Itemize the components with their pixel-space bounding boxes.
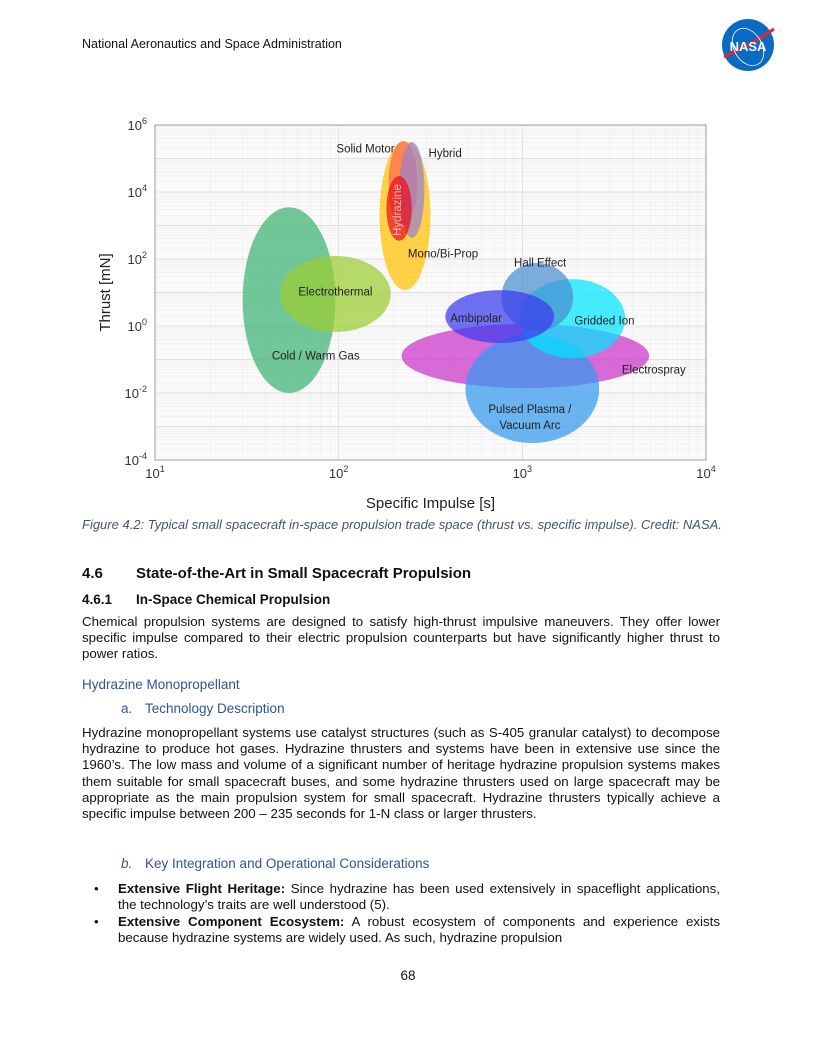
topic-heading: Hydrazine Monopropellant xyxy=(82,677,240,692)
propulsion-trade-space-chart xyxy=(90,110,720,520)
bullet-item xyxy=(94,881,721,913)
region-label xyxy=(622,365,686,377)
region-label xyxy=(408,249,478,261)
bullet-text: Since hydrazine has been used extensively in spaceflight applications, the technology’s traits are well understood (5). xyxy=(118,881,721,913)
x-axis-label: Specific Impulse [s] xyxy=(365,495,496,512)
region-label xyxy=(514,257,567,269)
region-label-line: Hybrid xyxy=(428,148,462,161)
item-b-heading xyxy=(121,856,429,871)
region-label-line: Ambipolar xyxy=(450,313,502,326)
region-label xyxy=(429,148,462,160)
item-a-heading xyxy=(121,701,285,716)
item-b-title: Key Integration and Operational Considerations xyxy=(145,856,430,871)
y-tick-label xyxy=(125,384,147,401)
region-label-line: Cold / Warm Gas xyxy=(271,350,360,363)
page-number: 68 xyxy=(400,968,416,983)
tick-exponent: 0 xyxy=(141,317,147,327)
x-tick-label xyxy=(513,464,532,481)
region-label xyxy=(272,351,360,363)
y-tick-label xyxy=(128,183,147,200)
nasa-logo xyxy=(720,17,776,73)
region-label xyxy=(392,184,404,236)
y-tick-label xyxy=(125,451,147,468)
section-number: 4.6 xyxy=(82,565,103,582)
subsection-number: 4.6.1 xyxy=(82,592,113,607)
tick-base: 10 xyxy=(145,466,160,481)
region-label-line: Electrothermal xyxy=(298,286,373,299)
region-label-line: Hall Effect xyxy=(514,257,567,270)
tick-base: 10 xyxy=(124,453,139,468)
subsection-heading xyxy=(82,592,330,607)
tick-base: 10 xyxy=(127,118,142,133)
region-label-line: Pulsed Plasma / xyxy=(488,404,572,417)
region-label xyxy=(336,144,394,156)
intro-paragraph: Chemical propulsion systems are designed to satisfy high-thrust impulsive maneuvers. They offer lower specific impulse compared to their electric propulsion counterparts but have significantly higher thrust to power ratios. xyxy=(82,614,720,662)
tick-exponent: -2 xyxy=(138,384,147,394)
region-label xyxy=(298,287,372,299)
subsection-title: In-Space Chemical Propulsion xyxy=(136,592,331,607)
figure-caption: Figure 4.2: Typical small spacecraft in-space propulsion trade space (thrust vs. specific impulse). Credit: NASA. xyxy=(82,517,722,532)
y-tick-label xyxy=(128,250,147,267)
region-label-line: Hydrazine xyxy=(391,184,404,236)
y-tick-label xyxy=(128,317,147,334)
item-a-marker: a. xyxy=(121,701,133,716)
y-tick-label xyxy=(128,116,147,133)
bullet-icon: • xyxy=(94,881,99,896)
region-label-line: Electrospray xyxy=(621,364,686,377)
item-a-title: Technology Description xyxy=(145,701,285,716)
region-label-line: Vacuum Arc xyxy=(499,420,561,433)
tick-base: 10 xyxy=(124,386,139,401)
item-b-marker: b. xyxy=(121,856,133,871)
tick-base: 10 xyxy=(512,466,528,481)
tick-exponent: 3 xyxy=(527,464,533,474)
tick-base: 10 xyxy=(127,252,142,267)
region-label xyxy=(450,313,502,325)
grid xyxy=(155,125,706,460)
bullet-item xyxy=(94,914,720,946)
tick-exponent: 2 xyxy=(343,464,349,474)
tick-base: 10 xyxy=(696,466,711,481)
tick-base: 10 xyxy=(127,185,142,200)
region-label-line: Gridded Ion xyxy=(574,315,635,328)
bullet-term: Extensive Component Ecosystem: xyxy=(118,914,345,929)
section-heading xyxy=(82,565,471,582)
tick-exponent: 2 xyxy=(141,250,147,260)
bullet-icon: • xyxy=(94,914,99,929)
x-tick-label xyxy=(696,464,715,481)
svg-text:NASA: NASA xyxy=(729,39,767,54)
bullet-text: A robust ecosystem of components and experience exists because hydrazine systems are widely used. As such, hydrazine propulsion xyxy=(118,914,720,946)
tick-exponent: -4 xyxy=(138,451,147,461)
tick-base: 10 xyxy=(127,319,142,334)
y-axis-label: Thrust [mN] xyxy=(97,253,114,332)
region-label xyxy=(574,316,634,328)
technology-description-paragraph: Hydrazine monopropellant systems use catalyst structures (such as S-405 granular catalyst) to decompose hydrazine to produce hot gases. Hydrazine thrusters and systems have been in extensive use since the 1960’s. The low mass and volume of a significant number of heritage hydrazine propulsion systems makes them suitable for small spacecraft buses, and some hydrazine thrusters used on large spacecraft may be appropriate as the main propulsion system for small spacecraft. Hydrazine thrusters typically achieve a specific impulse between 200 – 235 seconds for 1-N class or larger thrusters. xyxy=(82,725,720,822)
x-tick-label xyxy=(329,464,348,481)
tick-exponent: 6 xyxy=(141,116,147,126)
tick-base: 10 xyxy=(328,466,344,481)
x-tick-label xyxy=(145,464,164,481)
header-org-name: National Aeronautics and Space Administration xyxy=(82,37,342,51)
region-label-line: Solid Motor xyxy=(336,143,395,156)
tick-exponent: 4 xyxy=(710,464,716,474)
region-label-line: Mono/Bi-Prop xyxy=(407,248,479,261)
bullet-term: Extensive Flight Heritage: xyxy=(118,881,286,896)
section-title: State-of-the-Art in Small Spacecraft Propulsion xyxy=(136,565,472,582)
tick-exponent: 1 xyxy=(159,464,165,474)
tick-exponent: 4 xyxy=(141,183,147,193)
